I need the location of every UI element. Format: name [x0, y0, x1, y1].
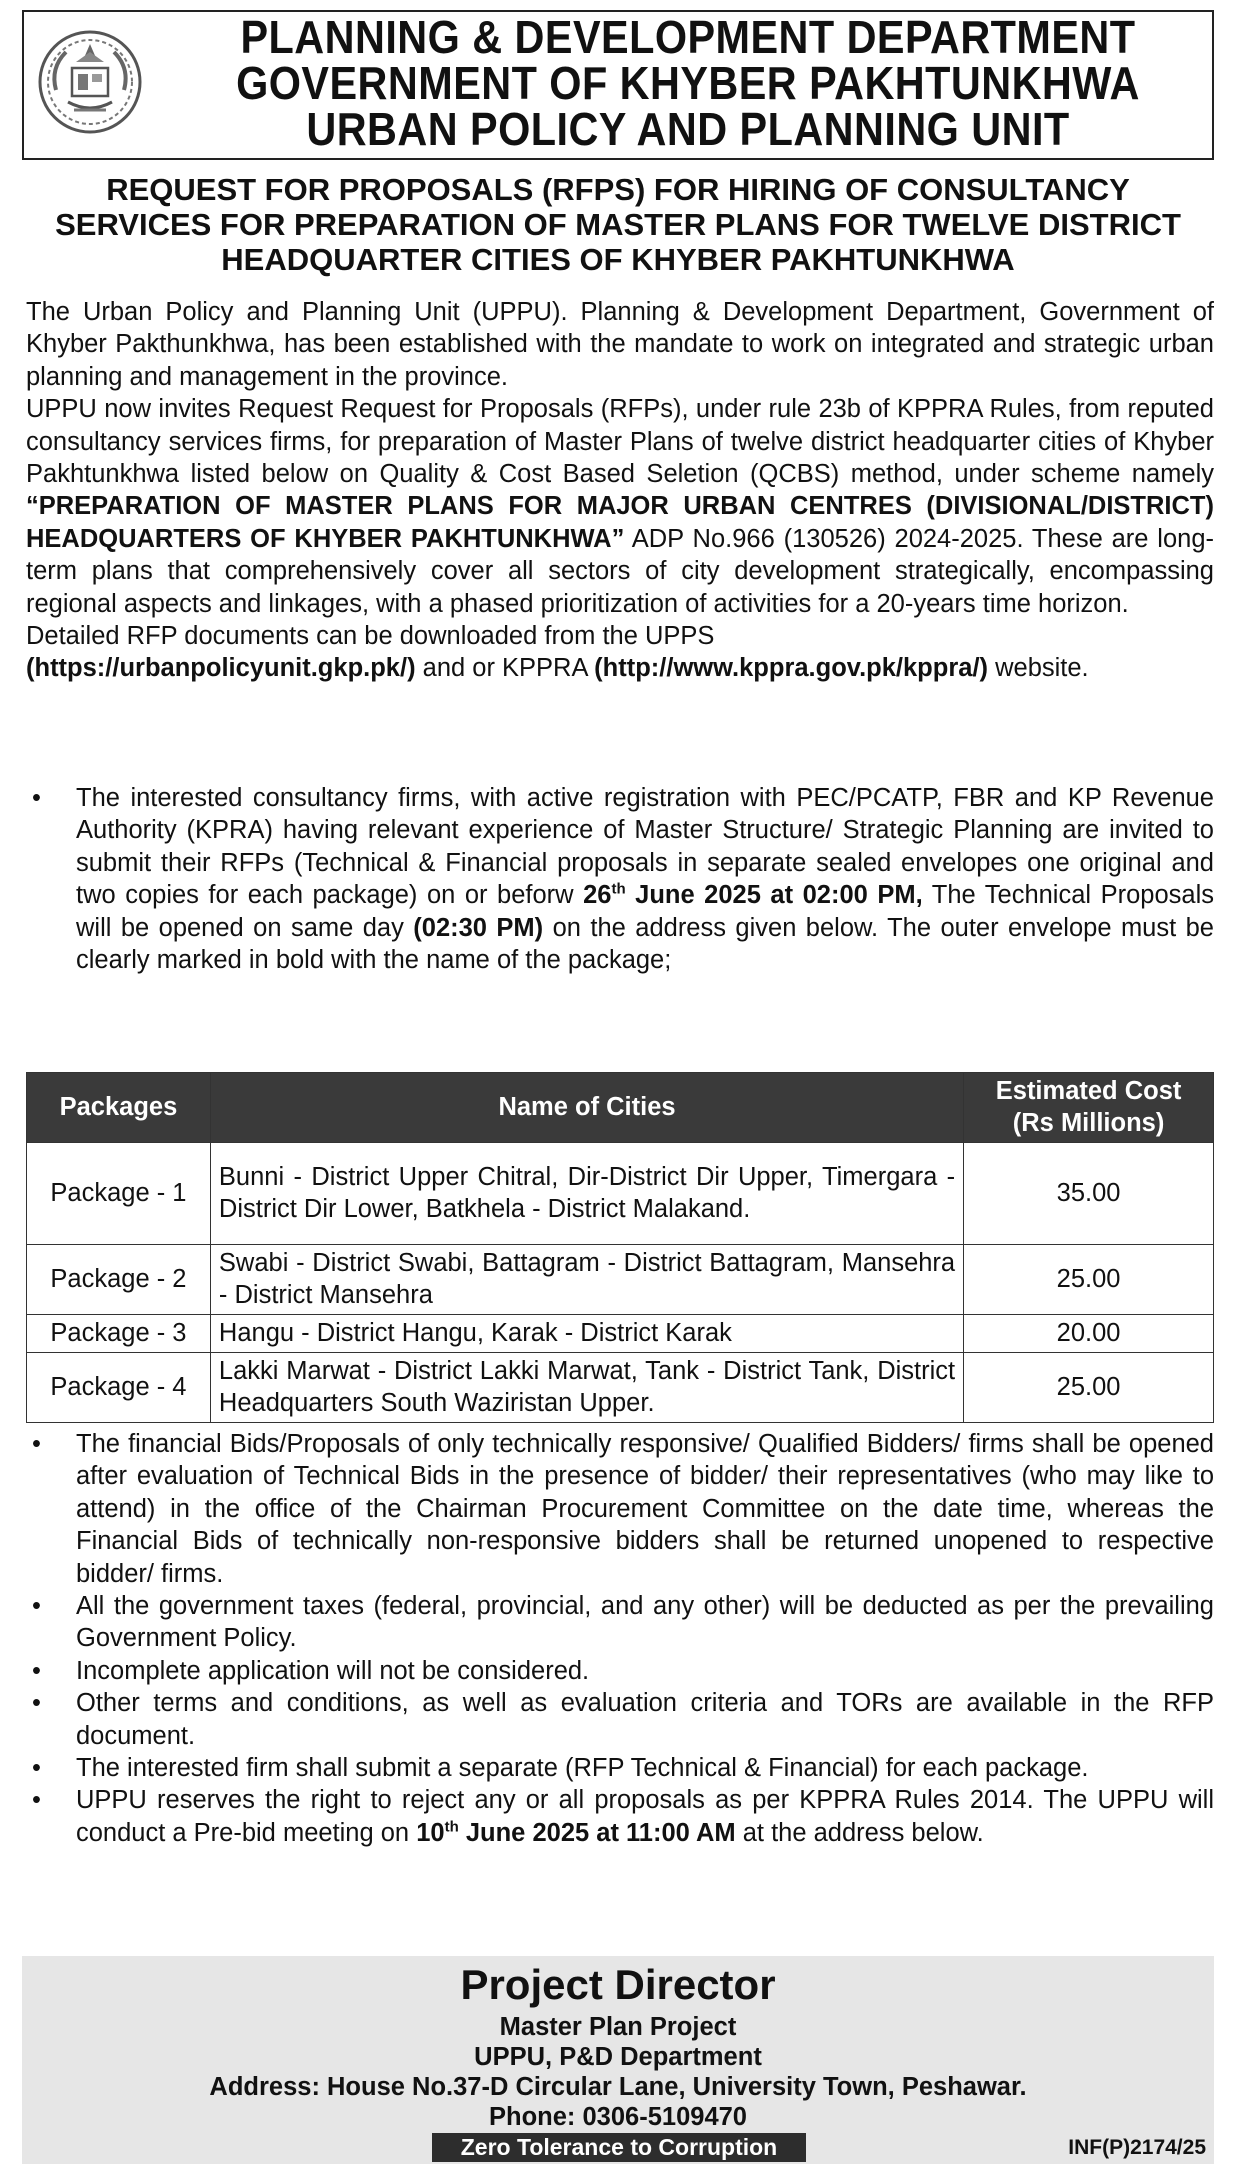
header-line-3: URBAN POLICY AND PLANNING UNIT: [306, 103, 1070, 155]
rfp-title-line-3: HEADQUARTER CITIES OF KHYBER PAKHTUNKHWA: [221, 242, 1015, 277]
reference-number: INF(P)2174/25: [1068, 2136, 1206, 2159]
terms-section: [26, 1428, 1214, 1849]
kppra-link[interactable]: (http://www.kppra.gov.pk/kppra/): [594, 654, 989, 683]
package-cost: 35.00: [964, 1142, 1214, 1244]
uppu-link[interactable]: (https://urbanpolicyunit.gkp.pk/): [26, 654, 416, 683]
department-line: UPPU, P&D Department: [474, 2043, 762, 2071]
opening-text: The Technical Proposals will be opened on same day: [76, 881, 1214, 942]
government-emblem-icon: [36, 28, 144, 136]
package-cost: 25.00: [964, 1352, 1214, 1422]
intro-section: [26, 296, 1214, 685]
download-mid-text: and or KPPRA: [415, 654, 595, 683]
header-line-1: PLANNING & DEVELOPMENT DEPARTMENT: [240, 11, 1136, 63]
header-cost-unit: (Rs Millions): [1012, 1109, 1165, 1138]
envelope-text: on the address given below. The outer envelope must be clearly marked in bold with the name of the package;: [76, 913, 1214, 975]
deadline-day: 26: [583, 881, 612, 910]
term-prebid-meeting: [26, 1784, 1214, 1849]
header-cost-label: Estimated Cost: [995, 1077, 1182, 1105]
header-cost: [964, 1073, 1214, 1143]
package-cities: Hangu - District Hangu, Karak - District Karak: [210, 1314, 963, 1352]
submission-section: [26, 782, 1214, 976]
intro-paragraph-2: [26, 393, 1214, 620]
term-incomplete: • Incomplete application will not be considered.: [26, 1655, 1214, 1687]
prebid-day: 10: [416, 1818, 445, 1847]
project-director-title: Project Director: [460, 1961, 776, 2008]
deadline-rest: June 2025 at 02:00 PM,: [625, 881, 923, 910]
project-line: Master Plan Project: [499, 2013, 737, 2041]
term-financial-bids: • The financial Bids/Proposals of only technically responsive/ Qualified Bidders/ firms shall be opened after evaluation of Technical Bids in the presence of bidder/ their representatives (who may like to attend) in the office of the Chairman Procurement Committee on the date time, whereas the Financial Bids of technically non-responsive bidders shall be returned unopened to respective bidder/ firms.: [26, 1428, 1214, 1590]
prebid-text: UPPU reserves the right to reject any or all proposals as per KPPRA Rules 2014. The UPPU will conduct a Pre-bid meeting on: [76, 1786, 1214, 1847]
packages-table: [26, 1072, 1214, 1423]
intro-p2-tail: ADP No.966 (130526) 2024-2025. These are long-term plans that comprehensively cover all sectors of city development strategically, encompassing regional aspects and linkages, with a phased prioritization of activities for a 20-years time horizon.: [26, 524, 1214, 618]
table-row: [27, 1352, 1214, 1422]
table-row: [27, 1314, 1214, 1352]
header-line-2: GOVERNMENT OF KHYBER PAKHTUNKHWA: [236, 57, 1140, 109]
rfp-title-line-2: SERVICES FOR PREPARATION OF MASTER PLANS FOR TWELVE DISTRICT: [55, 207, 1181, 242]
department-header: [22, 10, 1214, 160]
term-separate-submission: • The interested firm shall submit a separate (RFP Technical & Financial) for each package.: [26, 1752, 1214, 1784]
rfp-title-line-1: REQUEST FOR PROPOSALS (RFPS) FOR HIRING OF CONSULTANCY: [106, 172, 1130, 207]
package-cities: Lakki Marwat - District Lakki Marwat, Tank - District Tank, District Headquarters South Waziristan Upper.: [210, 1352, 963, 1422]
package-name: Package - 1: [27, 1142, 211, 1244]
package-name: Package - 3: [27, 1314, 211, 1352]
prebid-date-time: June 2025 at 11:00 AM: [458, 1818, 736, 1847]
submission-text: The interested consultancy firms, with active registration with PEC/PCATP, FBR and KP Revenue Authority (KPRA) having relevant experience of Master Structure/ Strategic Planning are invited to submit their RFPs (Technical & Financial proposals in separate sealed envelopes one original and two copies for each package) on or beforw: [76, 784, 1214, 910]
header-packages: Packages: [27, 1073, 211, 1143]
deadline-date: [583, 881, 923, 909]
rfp-title: [22, 172, 1214, 277]
package-cost: 20.00: [964, 1314, 1214, 1352]
download-end-text: website.: [988, 654, 1089, 683]
header-cities: Name of Cities: [210, 1073, 963, 1143]
package-cities: Swabi - District Swabi, Battagram - District Battagram, Mansehra - District Mansehra: [210, 1244, 963, 1314]
zero-tolerance-badge: Zero Tolerance to Corruption: [432, 2133, 806, 2162]
deadline-sup: th: [611, 880, 626, 898]
intro-paragraph-1: The Urban Policy and Planning Unit (UPPU). Planning & Development Department, Government of Khyber Pakthunkhwa, has been established with the mandate to work on integrated and strategic urban planning and management in the province.: [26, 298, 1214, 391]
intro-paragraph-3: [26, 620, 1214, 685]
term-taxes: • All the government taxes (federal, provincial, and any other) will be deducted as per the prevailing Government Policy.: [26, 1590, 1214, 1655]
intro-p2-text: UPPU now invites Request Request for Proposals (RFPs), under rule 23b of KPPRA Rules, from reputed consultancy services firms, for preparation of Master Plans of twelve district headquarter cities of Khyber Pakhtunkhwa listed below on Quality & Cost Based Seletion (QCBS) method, under scheme namely: [26, 395, 1214, 489]
table-row: [27, 1244, 1214, 1314]
table-header-row: [27, 1073, 1214, 1143]
prebid-sup: th: [444, 1818, 459, 1836]
submission-bullet: [26, 782, 1214, 976]
package-cities: Bunni - District Upper Chitral, Dir-District Dir Upper, Timergara - District Dir Lower, Batkhela - District Malakand.: [210, 1142, 963, 1244]
table-row: [27, 1142, 1214, 1244]
term-rfp-document: • Other terms and conditions, as well as evaluation criteria and TORs are available in the RFP document.: [26, 1687, 1214, 1752]
scheme-name: “PREPARATION OF MASTER PLANS FOR MAJOR URBAN CENTRES (DIVISIONAL/DISTRICT) HEADQUARTERS OF KHYBER PAKHTUNKHWA”: [26, 492, 1214, 553]
package-name: Package - 4: [27, 1352, 211, 1422]
package-cost: 25.00: [964, 1244, 1214, 1314]
opening-time: (02:30 PM): [413, 913, 544, 942]
address-line: Address: House No.37-D Circular Lane, University Town, Peshawar.: [209, 2073, 1027, 2101]
contact-footer: [22, 1956, 1214, 2164]
package-name: Package - 2: [27, 1244, 211, 1314]
download-text: Detailed RFP documents can be downloaded from the UPPS: [26, 622, 715, 651]
phone-line: Phone: 0306-5109470: [489, 2103, 747, 2131]
prebid-end: at the address below.: [735, 1818, 984, 1847]
